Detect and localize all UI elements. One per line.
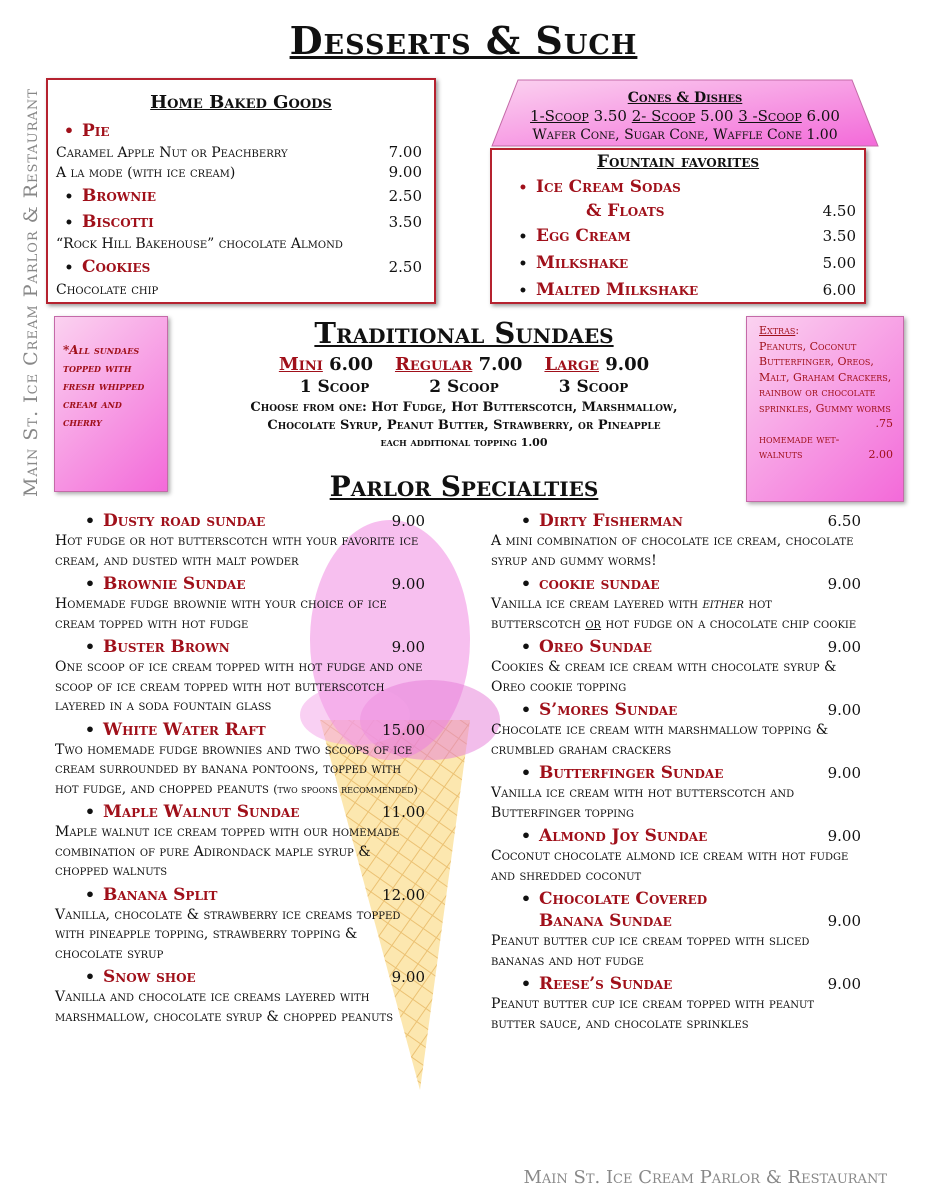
- spec-left-3-name: White Water Raft: [103, 719, 266, 740]
- cones-line2: Wafer Cone, Sugar Cone, Waffle Cone 1.00: [532, 127, 838, 143]
- specialties-right-column: [491, 510, 861, 1034]
- spec-left-0-desc: Hot fudge or hot butterscotch with your favorite ice cream, and dusted with malt powder: [55, 533, 419, 569]
- spec-left-5-desc: Vanilla, chocolate & strawberry ice creams topped with pineapple topping, strawberry topping & chocolate syrup: [55, 906, 401, 962]
- spec-item: • White Water Raft 15.00 Two homemade fudge brownies and two scoops of ice cream surrounded by banana pontoons, topped with hot fudge, and chopped peanuts (two spoons recommended): [55, 719, 425, 797]
- mini-price: 6.00: [329, 354, 373, 375]
- fountain-price-2: 5.00: [822, 254, 856, 272]
- spec-right-3-price: 9.00: [827, 701, 861, 719]
- pie-name: Pie: [82, 121, 110, 141]
- fountain-item-2: Milkshake: [536, 253, 629, 273]
- extras-text: Peanuts, Coconut Butterfinger, Oreos, Malt, Graham Crackers, rainbow or chocolate sprinkles, Gummy worms: [759, 339, 892, 415]
- spec-item: • Dusty road sundae 9.00 Hot fudge or hot butterscotch with your favorite ice cream, and dusted with malt powder: [55, 510, 425, 571]
- spec-left-0-price: 9.00: [391, 512, 425, 530]
- spec-right-7-desc: Peanut butter cup ice cream topped with peanut butter sauce, and chocolate sprinkles: [491, 996, 815, 1032]
- spec-item: • Maple Walnut Sundae 11.00 Maple walnut ice cream topped with our homemade combination of pure Adirondack maple syrup & chopped walnuts: [55, 801, 425, 882]
- cones-s1-price: 3.50: [593, 107, 627, 125]
- spec-item: • Butterfinger Sundae 9.00 Vanilla ice cream with hot butterscotch and Butterfinger topping: [491, 762, 861, 823]
- spec-right-0-name: Dirty Fisherman: [539, 511, 683, 531]
- sidebar-restaurant-name: Main St. Ice Cream Parlor & Restaurant: [20, 88, 42, 497]
- spec-left-1-name: Brownie Sundae: [103, 574, 246, 594]
- home-baked-heading: Home Baked Goods: [150, 92, 332, 113]
- spec-left-5-price: 12.00: [382, 885, 425, 904]
- sundae-note: *All sundaes topped with fresh whipped cream and cherry: [63, 343, 145, 429]
- spec-left-1-price: 9.00: [391, 575, 425, 593]
- spec-right-3-name: S’mores Sundae: [539, 700, 678, 720]
- scoop-3: 3 Scoop: [558, 377, 629, 397]
- spec-item: • cookie sundae 9.00 Vanilla ice cream layered with either hot butterscotch or hot fudge on a chocolate chip cookie: [491, 573, 861, 634]
- mini-label: Mini: [278, 354, 323, 375]
- spec-right-5-desc: Coconut chocolate almond ice cream with hot fudge and shredded coconut: [491, 848, 849, 884]
- spec-item: • Banana Split 12.00 Vanilla, chocolate & strawberry ice creams topped with pineapple topping, strawberry topping & chocolate syrup: [55, 884, 425, 965]
- spec-left-2-desc: One scoop of ice cream topped with hot fudge and one scoop of ice cream topped with hot butterscotch layered in a soda fountain glass: [55, 659, 423, 714]
- pie-line2: A la mode (with ice cream): [56, 165, 236, 181]
- cones-dishes-panel: [490, 90, 880, 144]
- fountain-item-0: Ice Cream Sodas: [536, 177, 681, 197]
- cones-s1-label: 1-Scoop: [530, 107, 589, 125]
- spec-left-1-desc: Homemade fudge brownie with your choice of ice cream topped with hot fudge: [55, 596, 387, 632]
- large-label: Large: [544, 354, 599, 375]
- fountain-price-3: 6.00: [822, 281, 856, 299]
- fountain-item-0-line2: & Floats: [586, 201, 665, 221]
- spec-right-5-name: Almond Joy Sundae: [539, 826, 708, 846]
- additional-topping: each additional topping 1.00: [380, 436, 548, 449]
- cones-s2-price: 5.00: [700, 107, 734, 125]
- spec-left-3-small: (two spoons recommended): [273, 782, 418, 796]
- spec-right-1-desc-u: or: [585, 615, 602, 632]
- cones-heading: Cones & Dishes: [627, 90, 743, 106]
- spec-right-0-price: 6.50: [827, 512, 861, 530]
- cones-s2-label: 2- Scoop: [631, 107, 696, 125]
- spec-right-7-name: Reese’s Sundae: [539, 974, 673, 994]
- spec-left-0-name: Dusty road sundae: [103, 511, 266, 531]
- spec-right-6-price: 9.00: [827, 912, 861, 930]
- sundae-note-box: [54, 316, 168, 492]
- fountain-price-1: 3.50: [822, 227, 856, 245]
- spec-right-5-price: 9.00: [827, 827, 861, 845]
- home-baked-goods-box: Home Baked Goods • Pie Caramel Apple Nut or Peachberry 7.00 A la mode (with ice cream) 9.00 • Brownie 2.50 • Biscotti 3.50 “Rock Hill Bakehouse” chocolate Almond • Cookies 2.50 Chocolate chip: [46, 78, 436, 304]
- regular-label: Regular: [394, 354, 473, 375]
- specialties-heading: Parlor Specialties: [329, 470, 599, 503]
- regular-price: 7.00: [478, 354, 523, 375]
- spec-item: • Oreo Sundae 9.00 Cookies & cream ice cream with chocolate syrup & Oreo cookie topping: [491, 636, 861, 697]
- spec-right-1-desc: [491, 595, 861, 634]
- spec-left-6-price: 9.00: [391, 968, 425, 986]
- spec-right-4-desc: Vanilla ice cream with hot butterscotch and Butterfinger topping: [491, 785, 795, 821]
- cookies-price: 2.50: [388, 258, 422, 276]
- cookies-desc: Chocolate chip: [56, 282, 159, 298]
- spec-right-2-desc: Cookies & cream ice cream with chocolate syrup & Oreo cookie topping: [491, 659, 837, 695]
- spec-right-1-desc-c: hot fudge on a chocolate chip cookie: [601, 615, 857, 632]
- spec-right-6-name: Chocolate Covered: [539, 889, 708, 909]
- spec-item: • Almond Joy Sundae 9.00 Coconut chocolate almond ice cream with hot fudge and shredded coconut: [491, 825, 861, 886]
- extras-price1: .75: [875, 417, 893, 430]
- spec-right-1-price: 9.00: [827, 575, 861, 593]
- specialties-left-column: [55, 510, 425, 1027]
- biscotti-desc: “Rock Hill Bakehouse” chocolate Almond: [56, 236, 343, 252]
- footer-restaurant-name: Main St. Ice Cream Parlor & Restaurant: [523, 1167, 887, 1188]
- spec-right-7-price: 9.00: [827, 975, 861, 993]
- spec-right-3-desc: Chocolate ice cream with marshmallow topping & crumbled graham crackers: [491, 722, 829, 758]
- fountain-price-0: 4.50: [822, 202, 856, 220]
- spec-right-1-name: cookie sundae: [539, 574, 660, 594]
- spec-item: • Reese’s Sundae 9.00 Peanut butter cup ice cream topped with peanut butter sauce, and chocolate sprinkles: [491, 973, 861, 1034]
- spec-item: • Buster Brown 9.00 One scoop of ice cream topped with hot fudge and one scoop of ice cream topped with hot butterscotch layered in a soda fountain glass: [55, 636, 425, 717]
- spec-right-1-desc-b: hot butterscotch: [491, 596, 772, 632]
- sundaes-heading: Traditional Sundaes: [314, 316, 614, 350]
- spec-right-6-name2: Banana Sundae: [539, 911, 672, 931]
- choose-line2: Chocolate Syrup, Peanut Butter, Strawberry, or Pineapple: [267, 418, 661, 433]
- fountain-heading: Fountain favorites: [596, 152, 760, 172]
- large-price: 9.00: [605, 354, 650, 375]
- biscotti-price: 3.50: [388, 213, 422, 231]
- spec-left-4-desc: Maple walnut ice cream topped with our homemade combination of pure Adirondack maple syrup & chopped walnuts: [55, 824, 400, 879]
- spec-right-1-desc-em: either: [702, 596, 744, 612]
- spec-right-6-desc: Peanut butter cup ice cream topped with sliced bananas and hot fudge: [491, 933, 810, 969]
- extras-heading: Extras: [759, 324, 796, 337]
- spec-item: • Dirty Fisherman 6.50 A mini combination of chocolate ice cream, chocolate syrup and gummy worms!: [491, 510, 861, 571]
- pie-price1: 7.00: [388, 143, 422, 161]
- spec-item: • Brownie Sundae 9.00 Homemade fudge brownie with your choice of ice cream topped with hot fudge: [55, 573, 425, 634]
- spec-item: • Snow shoe 9.00 Vanilla and chocolate ice creams layered with marshmallow, chocolate syrup & chopped peanuts: [55, 966, 425, 1027]
- extras-box: Extras: Peanuts, Coconut Butterfinger, Oreos, Malt, Graham Crackers, rainbow or chocolate sprinkles, Gummy worms .75 homemade wet-walnuts 2.00: [746, 316, 904, 502]
- cookies-name: Cookies: [82, 257, 151, 277]
- page-title: Desserts & Such: [289, 18, 638, 63]
- pie-line1: Caramel Apple Nut or Peachberry: [56, 145, 288, 161]
- spec-right-1-desc-a: Vanilla ice cream layered with: [491, 596, 703, 612]
- spec-right-0-desc: A mini combination of chocolate ice cream, chocolate syrup and gummy worms!: [491, 533, 854, 569]
- spec-right-4-name: Butterfinger Sundae: [539, 763, 724, 783]
- sundae-sizes: [200, 354, 728, 375]
- scoop-1: 1 Scoop: [299, 377, 370, 397]
- spec-left-3-price: 15.00: [382, 720, 425, 739]
- spec-left-2-name: Buster Brown: [103, 637, 230, 657]
- spec-left-4-name: Maple Walnut Sundae: [103, 802, 300, 822]
- cones-s3-label: 3 -Scoop: [738, 107, 802, 125]
- spec-left-6-name: Snow shoe: [103, 967, 196, 987]
- traditional-sundaes: [200, 316, 728, 451]
- brownie-name: Brownie: [82, 186, 156, 206]
- brownie-price: 2.50: [388, 187, 422, 205]
- spec-item: • S’mores Sundae 9.00 Chocolate ice cream with marshmallow topping & crumbled graham crackers: [491, 699, 861, 760]
- biscotti-name: Biscotti: [82, 212, 154, 232]
- cones-s3-price: 6.00: [806, 107, 840, 125]
- spec-left-6-desc: Vanilla and chocolate ice creams layered with marshmallow, chocolate syrup & chopped peanuts: [55, 989, 394, 1025]
- spec-left-2-price: 9.00: [391, 638, 425, 656]
- scoop-2: 2 Scoop: [429, 377, 499, 397]
- choose-line1: Choose from one: Hot Fudge, Hot Butterscotch, Marshmallow,: [250, 400, 678, 415]
- extras-price2: 2.00: [868, 448, 893, 461]
- spec-right-4-price: 9.00: [827, 764, 861, 782]
- fountain-item-1: Egg Cream: [536, 226, 631, 246]
- fountain-item-3: Malted Milkshake: [536, 280, 699, 300]
- sundae-scoops: [200, 377, 728, 397]
- spec-right-2-name: Oreo Sundae: [539, 637, 652, 657]
- fountain-favorites-box: Fountain favorites • Ice Cream Sodas & Floats 4.50 • Egg Cream 3.50 • Milkshake 5.00 • Malted Milkshake 6.00: [490, 148, 866, 304]
- extras-text2: homemade wet-walnuts: [759, 432, 840, 461]
- cones-scoop-line: [490, 106, 880, 126]
- spec-right-2-price: 9.00: [827, 638, 861, 656]
- spec-left-5-name: Banana Split: [103, 884, 218, 905]
- spec-item: • Chocolate Covered Banana Sundae 9.00 Peanut butter cup ice cream topped with sliced bananas and hot fudge: [491, 888, 861, 971]
- pie-price2: 9.00: [388, 163, 422, 181]
- spec-left-3-desc: Two homemade fudge brownies and two scoops of ice cream surrounded by banana pontoons, topped with hot fudge, and chopped peanuts: [55, 741, 413, 797]
- spec-left-4-price: 11.00: [382, 803, 425, 821]
